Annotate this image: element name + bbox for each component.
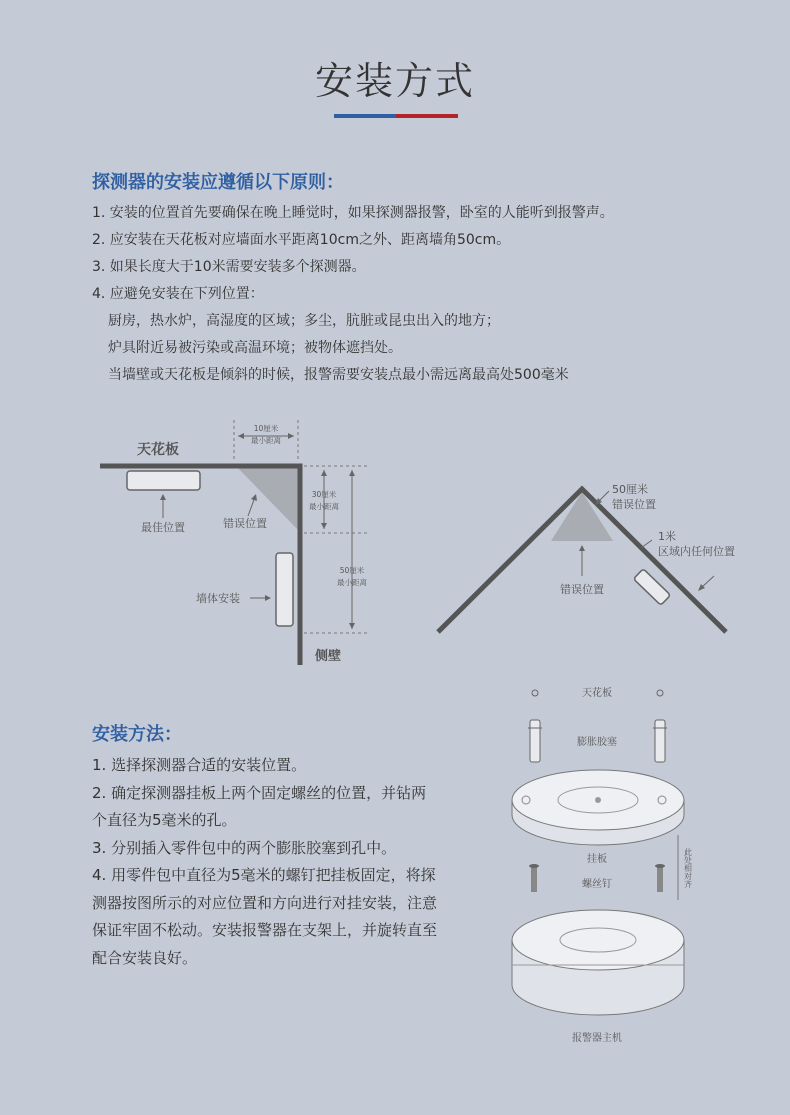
slope-right-2: 区域内任何位置 xyxy=(658,545,735,558)
sloped-ceiling-diagram xyxy=(438,482,735,632)
plate-label: 挂板 xyxy=(587,854,607,865)
method-line: 个直径为5毫米的孔。 xyxy=(92,811,237,829)
screw-hole-left xyxy=(532,690,538,696)
side-wall-label: 侧壁 xyxy=(314,649,342,664)
wrong-position-label: 错误位置 xyxy=(223,517,267,530)
screw-left xyxy=(529,864,539,892)
alarm-main-unit xyxy=(512,910,684,1015)
method-line: 配合安装良好。 xyxy=(92,948,198,967)
best-position-label: 最佳位置 xyxy=(141,521,185,534)
screw-hole-right xyxy=(657,690,663,696)
dim-50-1: 50厘米 xyxy=(339,566,365,575)
methods-title: 安装方法： xyxy=(92,724,182,745)
method-line: 2. 确定探测器挂板上两个固定螺丝的位置，并钻两 xyxy=(92,783,427,802)
method-line: 3. 分别插入零件包中的两个膨胀胶塞到孔中。 xyxy=(92,838,397,857)
anchor-label: 膨胀胶塞 xyxy=(577,737,617,748)
flat-ceiling-diagram xyxy=(100,420,370,665)
wall-mount-label: 墙体安装 xyxy=(196,592,240,605)
dim-top-2: 最小距离 xyxy=(251,436,281,445)
principle-sub-item: 炉具附近易被污染或高温环境；被物体遮挡处。 xyxy=(108,340,402,356)
ceiling-label: 天花板 xyxy=(137,442,179,458)
dim-30-2: 最小距离 xyxy=(309,502,339,511)
mounting-plate xyxy=(512,770,684,845)
method-line: 1. 选择探测器合适的安装位置。 xyxy=(92,756,307,774)
align-label: 此处相对齐 xyxy=(683,848,693,888)
methods-list xyxy=(92,752,472,972)
method-line: 测器按图所示的对应位置和方向进行对挂安装，注意 xyxy=(92,893,438,912)
slope-wrong-label: 错误位置 xyxy=(560,583,604,596)
exploded-diagram xyxy=(512,686,693,1044)
dim-50-2: 最小距离 xyxy=(337,578,367,587)
principle-item: 1. 安装的位置首先要确保在晚上睡觉时，如果探测器报警，卧室的人能听到报警声。 xyxy=(92,205,614,221)
exp-ceiling-label: 天花板 xyxy=(582,688,612,699)
anchor-left xyxy=(528,720,542,762)
anchor-right xyxy=(653,720,667,762)
principles-title: 探测器的安装应遵循以下原则： xyxy=(92,172,344,193)
principle-item: 2. 应安装在天花板对应墙面水平距离10cm之外、距离墙角50cm。 xyxy=(92,232,511,248)
slope-right-1: 1米 xyxy=(658,530,676,543)
principle-sub-item: 当墙壁或天花板是倾斜的时候，报警需要安装点最小需远离最高处500毫米 xyxy=(108,367,569,383)
method-line: 4. 用零件包中直径为5毫米的螺钉把挂板固定，将探 xyxy=(92,866,436,884)
best-position-detector xyxy=(127,471,200,490)
wall-mount-detector xyxy=(276,553,293,626)
principle-item: 4. 应避免安装在下列位置： xyxy=(92,286,264,302)
principle-sub-item: 厨房，热水炉，高湿度的区域；多尘，肮脏或昆虫出入的地方； xyxy=(108,313,500,329)
principle-item: 3. 如果长度大于10米需要安装多个探测器。 xyxy=(92,259,366,275)
slope-top-1: 50厘米 xyxy=(612,483,648,496)
main-unit-label: 报警器主机 xyxy=(572,1033,622,1044)
screw-label: 螺丝钉 xyxy=(582,879,612,890)
method-line: 保证牢固不松动。安装报警器在支架上，并旋转直至 xyxy=(92,921,438,939)
slope-top-2: 错误位置 xyxy=(612,498,656,511)
sloped-dead-zone xyxy=(551,492,613,541)
dim-top-1: 10厘米 xyxy=(253,424,279,433)
dim-30-1: 30厘米 xyxy=(311,490,337,499)
screw-right xyxy=(655,864,665,892)
page-title: 安装方式 xyxy=(314,59,475,103)
